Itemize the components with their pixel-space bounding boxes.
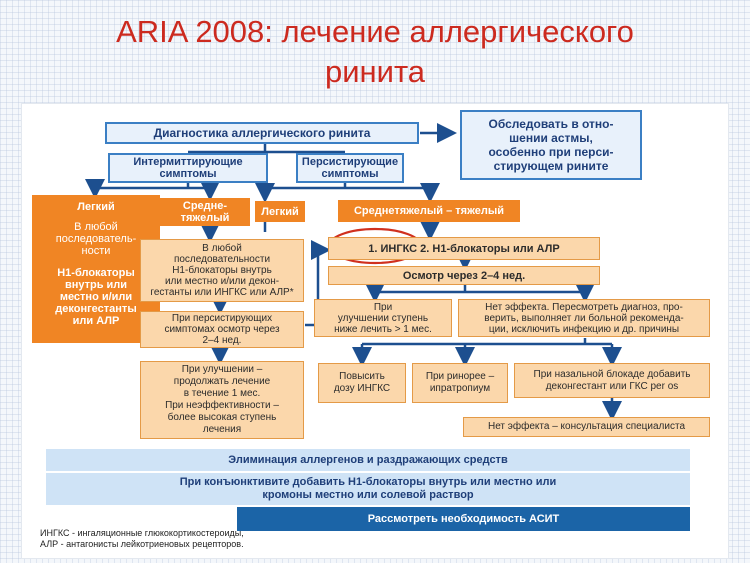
step1-box	[328, 237, 600, 260]
title-line-2: ринита	[324, 54, 426, 89]
persistent-review-box	[140, 311, 304, 348]
diagnostics-box	[105, 122, 419, 144]
persistent-review-label: При персистирующих симптомах осмотр через 2–4 нед.	[164, 313, 280, 346]
diagnostics-label: Диагностика аллергического ринита	[153, 126, 371, 140]
increase-dose-label: Повысить дозу ИНГКС	[333, 371, 391, 394]
review-2-4-label: Осмотр через 2–4 нед.	[402, 269, 526, 282]
any-sequence-label: В любой последовательности Н1-блокаторы внутрь или местно и/или декон- гестанты или ИНГКС или АЛР*	[150, 243, 294, 298]
no-effect-label: Нет эффекта. Пересмотреть диагноз, про- верить, выполняет ли больной рекоменда- ции, исключить инфекцию и др. причины	[484, 301, 684, 335]
step-down-label: При улучшении ступень ниже лечить > 1 мес.	[334, 301, 432, 335]
elimination-bar	[46, 449, 690, 471]
mild-left-text2: Н1-блокаторы внутрь или местно и/или деконгестанты или АЛР	[55, 267, 137, 327]
moderate-severe-box	[338, 200, 520, 222]
mild-left-text1: В любой последователь- ности	[55, 221, 137, 257]
step-down-box	[314, 299, 452, 337]
moderate-severe-short-box	[160, 198, 250, 226]
mild-left-heading: Легкий	[77, 201, 115, 213]
rhinorrhea-label: При ринорее – ипратропиум	[425, 371, 495, 394]
moderate-severe-short-label: Средне- тяжелый	[180, 200, 230, 224]
intermittent-label: Интермиттирующие симптомы	[133, 156, 243, 180]
nasal-block-label: При назальной блокаде добавить деконгестант или ГКС per os	[533, 368, 691, 392]
asthma-note-label: Обследовать в отно- шении астмы, особенно при перси- стирующем рините	[488, 117, 614, 173]
elimination-label: Элиминация аллергенов и раздражающих средств	[228, 454, 508, 466]
step1-label: 1. ИНГКС 2. Н1-блокаторы или АЛР	[368, 242, 560, 255]
intermittent-box	[108, 153, 268, 183]
nasal-block-box	[514, 363, 710, 398]
footnote-line-1: ИНГКС - ингаляционные глюкокортикостероиды,	[40, 528, 244, 538]
rhinorrhea-box	[412, 363, 508, 403]
mild-persistent-box	[255, 201, 305, 222]
mild-persistent-label: Легкий	[261, 205, 299, 218]
persistent-label: Персистирующие симптомы	[301, 156, 399, 180]
footnote	[40, 528, 340, 550]
persistent-box	[296, 153, 404, 183]
title-line-1: ARIA 2008: лечение аллергического	[116, 14, 634, 49]
conjunctivitis-label: При конъюнктивите добавить Н1-блокаторы внутрь или местно или кромоны местно или солевой раствор	[179, 476, 557, 501]
no-effect-box	[458, 299, 710, 337]
specialist-box	[463, 417, 710, 437]
any-sequence-box	[140, 239, 304, 302]
review-2-4-box	[328, 266, 600, 285]
conjunctivitis-bar	[46, 473, 690, 505]
asit-label: Рассмотреть необходимость АСИТ	[367, 513, 560, 525]
moderate-severe-label: Среднетяжелый – тяжелый	[353, 205, 505, 217]
increase-dose-box	[318, 363, 406, 403]
footnote-line-2: АЛР - антагонисты лейкотриеновых рецепторов.	[40, 539, 244, 549]
asthma-note-box	[460, 110, 642, 180]
specialist-label: Нет эффекта – консультация специалиста	[487, 421, 686, 432]
improvement-continue-box	[140, 361, 304, 439]
improvement-continue-label: При улучшении – продолжать лечение в течение 1 мес. При неэффективности – более высокая ступень лечения	[165, 364, 279, 435]
